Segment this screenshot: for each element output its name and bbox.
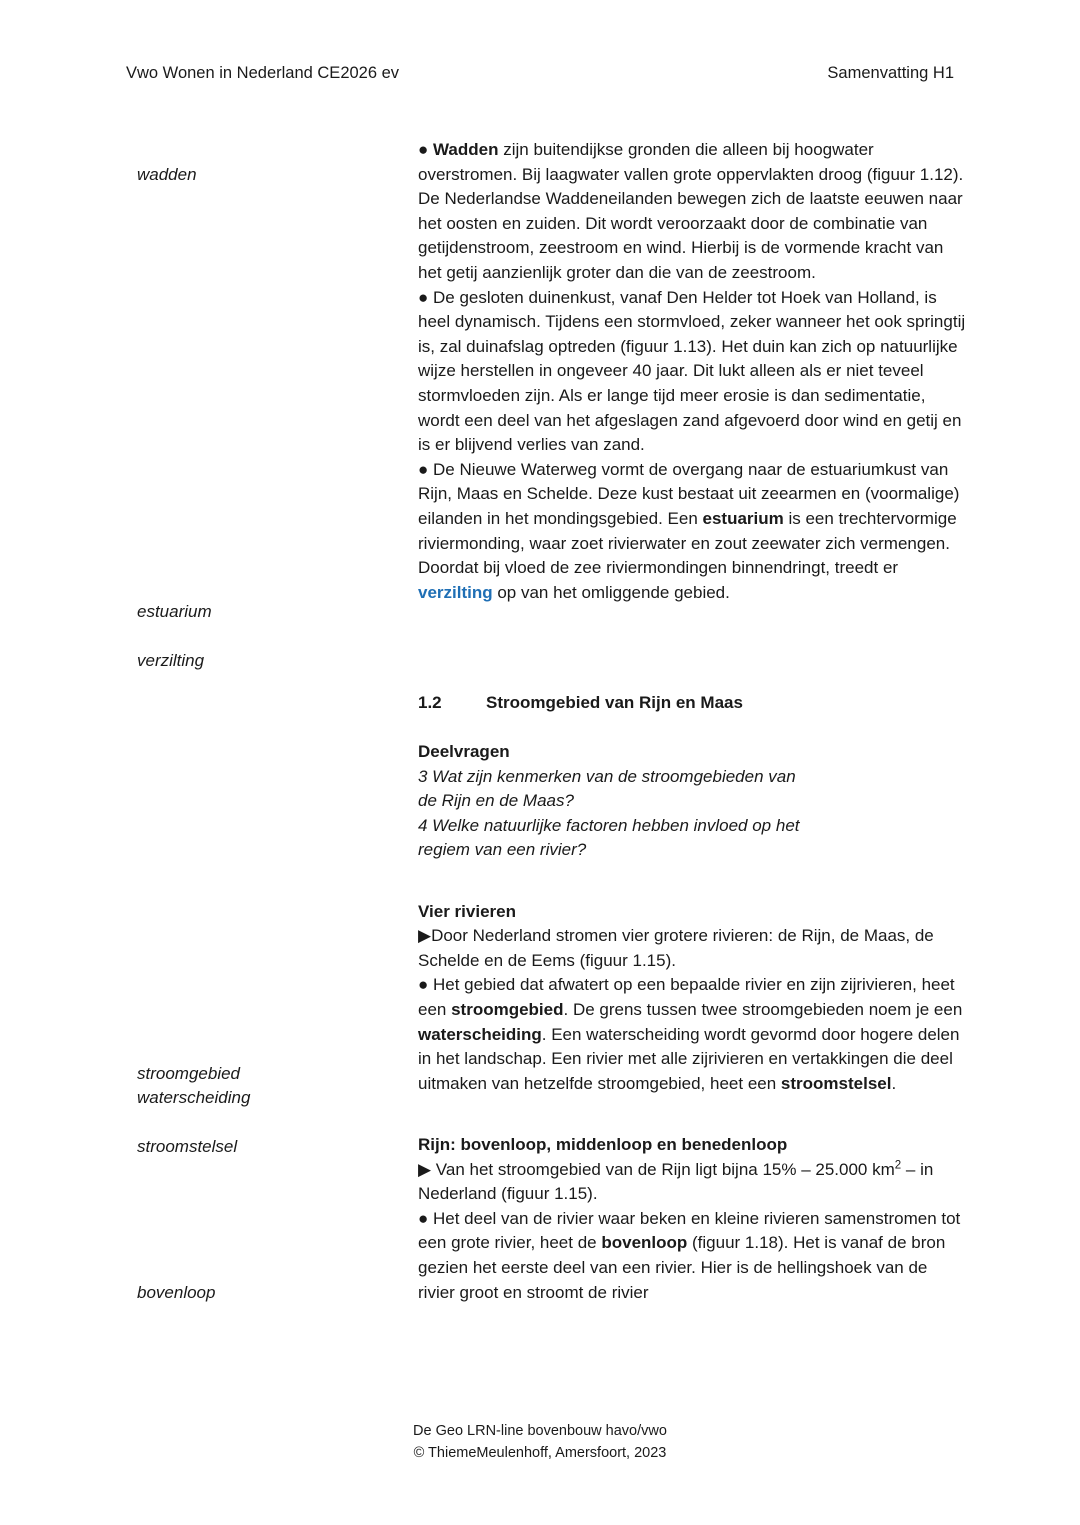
footer-line-2: © ThiemeMeulenhoff, Amersfoort, 2023 (413, 1445, 667, 1461)
paragraph-waterweg-part1: De Nieuwe Waterweg vormt de overgang naar de estuariumkust van Rijn, Maas en Schelde. Deze kust bestaat uit zeearmen en (voormalige) eilanden in het mondingsgebied. Een (418, 459, 960, 528)
paragraph-nieuwe-waterweg (418, 458, 966, 606)
paragraph-stroomgebied (418, 973, 966, 1096)
paragraph-rijn-stroomgebied (418, 1158, 966, 1207)
spacer (418, 715, 966, 740)
page-footer (0, 1420, 1080, 1464)
paragraph-stroomgebied-part4: . (891, 1073, 897, 1093)
term-bovenloop: bovenloop (601, 1233, 688, 1253)
paragraph-duinenkust-text: De gesloten duinenkust, vanaf Den Helder tot Hoek van Holland, is heel dynamisch. Tijdens een stormvloed, zeker wanneer het ook springtij is, zal duinafslag optreden (figuur 1.13). Het duin kan zich op natuurlijke wijze herstellen in ongeveer 40 jaar. Dit lukt alleen als er niet teveel stormvloeden zijn. Als er lange tijd meer erosie is dan sedimentatie, wordt een deel van het afgeslagen zand afgevoerd door wind en getij en is er blijvend verlies van zand. (418, 287, 966, 455)
deelvraag-4-line-2: regiem van een rivier? (418, 840, 587, 860)
spacer (418, 654, 966, 679)
running-head-left: Vwo Wonen in Nederland CE2026 ev (126, 64, 400, 82)
paragraph-vier-rivieren-intro (418, 924, 966, 973)
paragraph-bovenloop-part2: (figuur 1.18). Het is vanaf de bron gezien het eerste deel van een rivier. Hier is de hellingshoek van de rivier groot en stroomt de rivier (418, 1233, 946, 1302)
bullet-dot-icon: ● (418, 459, 429, 479)
term-estuarium: estuarium (702, 508, 784, 528)
paragraph-bovenloop-part1: Het deel van de rivier waar beken en kleine rivieren samenstromen tot een grote rivier, heet de (418, 1208, 961, 1253)
main-text-column (418, 138, 966, 1305)
paragraph-waterweg-part2: is een trechtervormige riviermonding, waar zoet rivierwater en zout zeewater zich vermengen. Doordat bij vloed de zee riviermondingen binnendringt, treedt er (418, 508, 957, 578)
bullet-dot-icon: ● (418, 287, 429, 307)
term-waterscheiding: waterscheiding (418, 1024, 542, 1044)
subheading-deelvragen: Deelvragen (418, 742, 510, 762)
bullet-triangle-icon: ▶ (418, 1159, 432, 1179)
spacer (418, 1121, 966, 1133)
margin-keyword-verzilting: verzilting (137, 651, 205, 670)
running-head-right: Samenvatting H1 (827, 64, 954, 82)
term-stroomgebied: stroomgebied (451, 1000, 564, 1019)
paragraph-stroomgebied-part3: . Een waterscheiding wordt gevormd door hogere delen in het landschap. Een rivier met alle zijrivieren en vertakkingen die deel uitmaken van hetzelfde stroomgebied, heet een (418, 1024, 960, 1093)
section-number: 1.2 (418, 692, 442, 712)
footer-line-1: De Geo LRN-line bovenbouw havo/vwo (413, 1423, 667, 1439)
paragraph-rijn-part2: – in Nederland (figuur 1.15). (418, 1159, 934, 1204)
bullet-dot-icon: ● (418, 140, 429, 159)
term-stroomstelsel: stroomstelsel (780, 1073, 892, 1093)
margin-keyword-waterscheiding: waterscheiding (137, 1088, 251, 1107)
margin-keyword-wadden: wadden (137, 165, 197, 184)
paragraph-bovenloop (418, 1207, 966, 1305)
paragraph-waterweg-part3: op van het omliggende gebied. (492, 582, 730, 602)
deelvraag-4-line-1: 4 Welke natuurlijke factoren hebben invloed op het (418, 815, 800, 835)
spacer (418, 863, 966, 888)
paragraph-wadden-text: zijn buitendijkse gronden die alleen bij hoogwater overstromen. Bij laagwater vallen grote oppervlakten droog (figuur 1.12). De Nederlandse Waddeneilanden bewegen zich de laatste eeuwen naar het oosten en zuiden. Dit wordt veroorzaakt door de combinatie van getijdenstroom, zeestroom en wind. Hierbij is de vormende kracht van het getij aanzienlijk groter dan die van de zeestroom. (418, 140, 964, 282)
bullet-dot-icon: ● (418, 1208, 429, 1228)
spacer (418, 1096, 966, 1121)
margin-keyword-estuarium: estuarium (137, 602, 212, 621)
margin-keyword-stroomstelsel: stroomstelsel (137, 1137, 238, 1156)
paragraph-duinenkust (418, 286, 966, 458)
deelvraag-3-line-1: 3 Wat zijn kenmerken van de stroomgebieden van (418, 766, 796, 786)
bullet-dot-icon: ● (418, 975, 429, 995)
section-heading-1-2 (418, 691, 966, 716)
paragraph-stroomgebied-part1: Het gebied dat afwatert op een bepaalde rivier en zijn zijrivieren, heet een (418, 975, 955, 1019)
margin-keyword-stroomgebied: stroomgebied (137, 1064, 241, 1083)
deelvraag-3-line-2: de Rijn en de Maas? (418, 791, 574, 811)
spacer (418, 679, 966, 691)
superscript-squared: 2 (894, 1158, 902, 1171)
section-title: Stroomgebied van Rijn en Maas (486, 692, 743, 712)
subheading-rijn: Rijn: bovenloop, middenloop en benedenloop (418, 1134, 788, 1154)
spacer (418, 605, 966, 654)
margin-keyword-bovenloop: bovenloop (137, 1283, 216, 1302)
term-wadden: Wadden (433, 140, 499, 159)
term-verzilting-link[interactable]: verzilting (418, 582, 493, 602)
bullet-triangle-icon: ▶ (418, 926, 432, 946)
paragraph-vier-rivieren-intro-text: Door Nederland stromen vier grotere rivieren: de Rijn, de Maas, de Schelde en de Eems (figuur 1.15). (418, 926, 934, 970)
subheading-vier-rivieren: Vier rivieren (418, 901, 516, 921)
spacer (418, 888, 966, 900)
paragraph-rijn-part1: Van het stroomgebied van de Rijn ligt bijna 15% – 25.000 km (431, 1159, 895, 1179)
paragraph-stroomgebied-part2: . De grens tussen twee stroomgebieden noem je een (563, 1000, 963, 1019)
running-head (126, 62, 954, 84)
paragraph-wadden (418, 138, 966, 286)
